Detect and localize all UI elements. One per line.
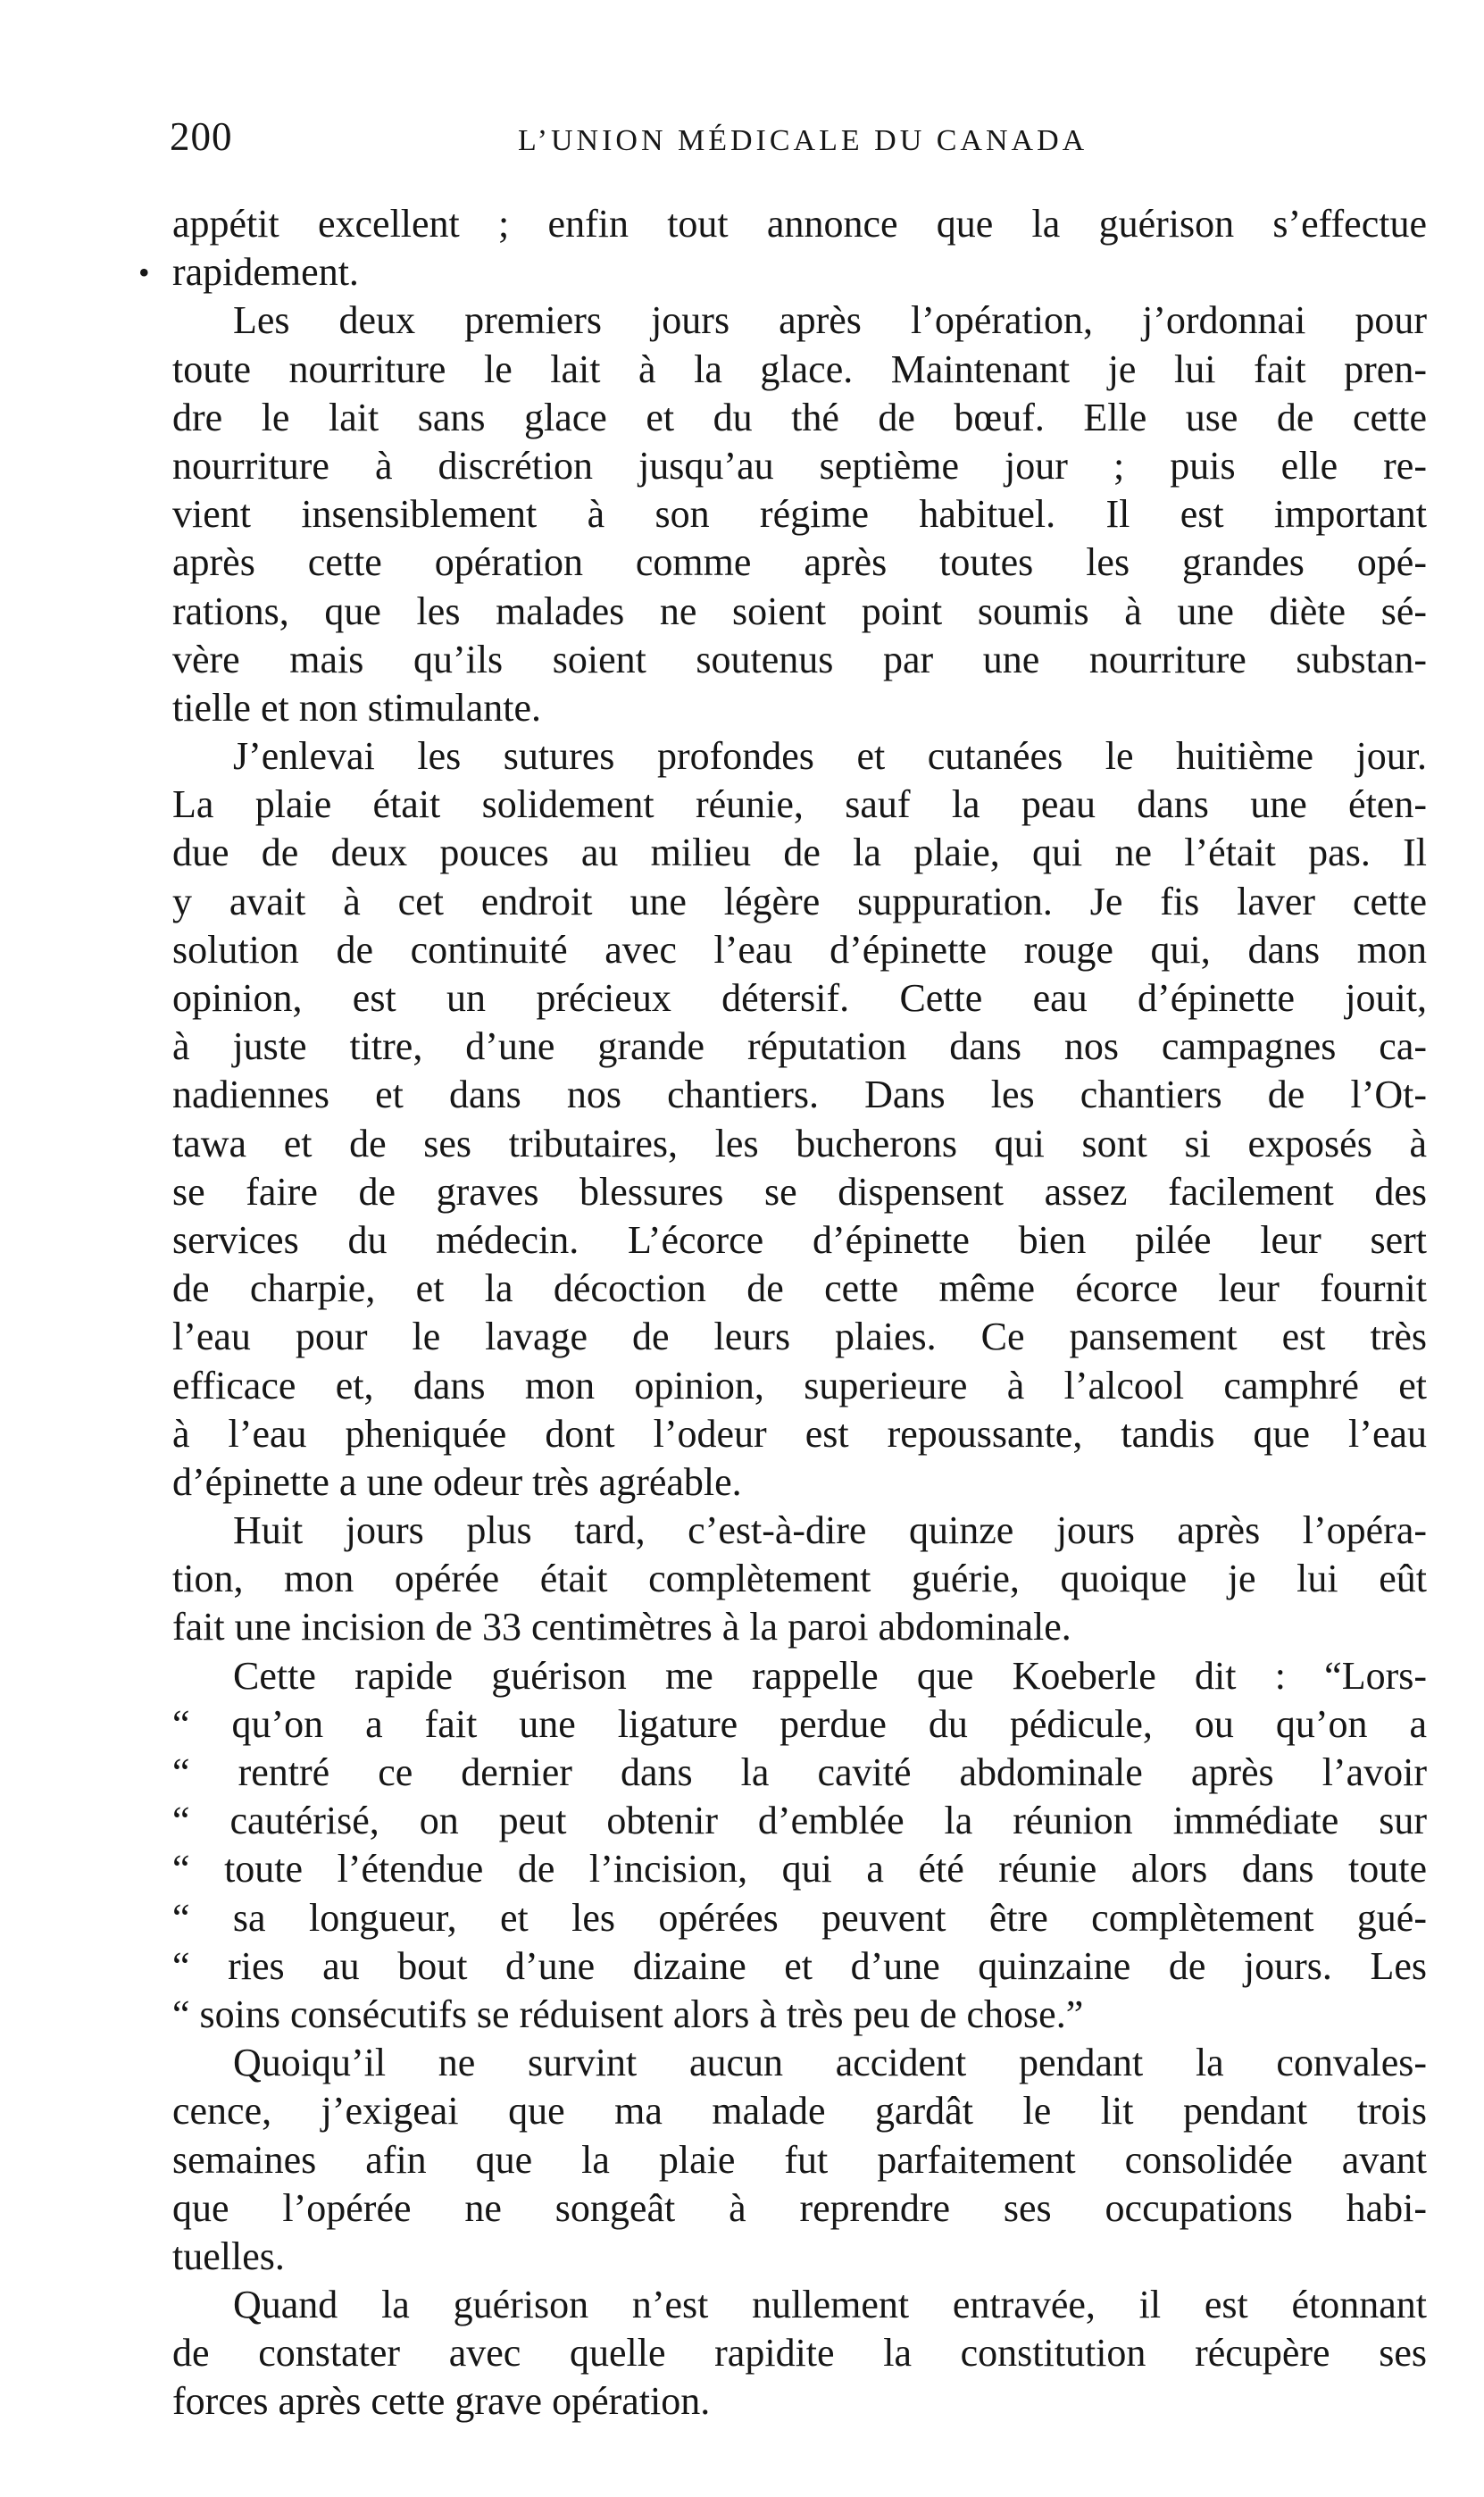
paragraph-first-line: Quand la guérison n’est nullement entravée, il est étonnant <box>233 2283 1427 2327</box>
text-line: solution de continuité avec l’eau d’épinette rouge qui, dans mon <box>172 927 1427 972</box>
text-line: semaines afin que la plaie fut parfaitement consolidée avant <box>172 2137 1427 2182</box>
quote-line: “ ries au bout d’une dizaine et d’une quinzaine de jours. Les <box>172 1943 1427 1988</box>
text-line: tuelles. <box>172 2234 285 2278</box>
text-line: que l’opérée ne songeât à reprendre ses occupations habi- <box>172 2185 1427 2230</box>
text-line: appétit excellent ; enfin tout annonce que la guérison s’effectue <box>172 202 1427 246</box>
paragraph-first-line: Quoiqu’il ne survint aucun accident pendant la convales- <box>233 2041 1427 2085</box>
text-line: y avait à cet endroit une légère suppuration. Je fis laver cette <box>172 879 1427 923</box>
page-header <box>170 114 1438 168</box>
text-line: rations, que les malades ne soient point soumis à une diète sé- <box>172 589 1427 633</box>
text-line: d’épinette a une odeur très agréable. <box>172 1459 742 1504</box>
text-line: à juste titre, d’une grande réputation dans nos campagnes ca- <box>172 1024 1427 1069</box>
text-line: se faire de graves blessures se dispensent assez facilement des <box>172 1169 1427 1214</box>
text-line: La plaie était solidement réunie, sauf la peau dans une éten- <box>172 782 1427 827</box>
text-line-content: rapidement. <box>172 250 359 295</box>
paragraph-first-line: Cette rapide guérison me rappelle que Koeberle dit : “Lors- <box>233 1653 1427 1698</box>
quote-line: “ rentré ce dernier dans la cavité abdominale après l’avoir <box>172 1750 1427 1794</box>
text-line: de charpie, et la décoction de cette même écorce leur fournit <box>172 1266 1427 1311</box>
text-line: nourriture à discrétion jusqu’au septième jour ; puis elle re- <box>172 443 1427 488</box>
text-line <box>138 248 1427 296</box>
text-line: cence, j’exigeai que ma malade gardât le lit pendant trois <box>172 2089 1427 2134</box>
text-line: vient insensiblement à son régime habituel. Il est important <box>172 492 1427 537</box>
text-line: vère mais qu’ils soient soutenus par une nourriture substan- <box>172 637 1427 681</box>
text-line: services du médecin. L’écorce d’épinette bien pilée leur sert <box>172 1217 1427 1262</box>
body-text <box>138 200 1427 2426</box>
quote-line: “ qu’on a fait une ligature perdue du pédicule, ou qu’on a <box>172 1701 1427 1746</box>
text-line: l’eau pour le lavage de leurs plaies. Ce pansement est très <box>172 1315 1427 1359</box>
quote-line: “ cautérisé, on peut obtenir d’emblée la réunion immédiate sur <box>172 1799 1427 1843</box>
text-line: opinion, est un précieux détersif. Cette eau d’épinette jouit, <box>172 976 1427 1020</box>
quote-line: “ toute l’étendue de l’incision, qui a été réunie alors dans toute <box>172 1847 1427 1892</box>
text-line: tion, mon opérée était complètement guérie, quoique je lui eût <box>172 1557 1427 1601</box>
text-line: dre le lait sans glace et du thé de bœuf. Elle use de cette <box>172 395 1427 439</box>
text-line: efficace et, dans mon opinion, superieure à l’alcool camphré et <box>172 1363 1427 1407</box>
text-line: tielle et non stimulante. <box>172 685 542 730</box>
quote-line: “ soins consécutifs se réduisent alors à très peu de chose.” <box>172 1992 1084 2036</box>
text-line: à l’eau pheniquée dont l’odeur est repoussante, tandis que l’eau <box>172 1411 1427 1456</box>
text-line: nadiennes et dans nos chantiers. Dans les chantiers de l’Ot- <box>172 1073 1427 1117</box>
page-number: 200 <box>170 114 233 159</box>
paragraph-first-line: J’enlevai les sutures profondes et cutanées le huitième jour. <box>233 734 1427 779</box>
paragraph-first-line: Huit jours plus tard, c’est-à-dire quinze jours après l’opéra- <box>233 1508 1427 1553</box>
quote-line: “ sa longueur, et les opérées peuvent être complètement gué- <box>172 1895 1427 1940</box>
paragraph-first-line: Les deux premiers jours après l’opération, j’ordonnai pour <box>233 298 1427 343</box>
text-line: fait une incision de 33 centimètres à la paroi abdominale. <box>172 1605 1071 1649</box>
text-line: après cette opération comme après toutes les grandes opé- <box>172 540 1427 585</box>
running-title: L’UNION MÉDICALE DU CANADA <box>518 124 1088 157</box>
text-line: tawa et de ses tributaires, les bucherons qui sont si exposés à <box>172 1121 1427 1165</box>
text-line: forces après cette grave opération. <box>172 2379 711 2424</box>
text-line: due de deux pouces au milieu de la plaie, qui ne l’était pas. Il <box>172 831 1427 875</box>
text-line: de constater avec quelle rapidite la constitution récupère ses <box>172 2331 1427 2376</box>
text-line: toute nourriture le lait à la glace. Maintenant je lui fait pren- <box>172 347 1427 391</box>
margin-mark: • <box>138 255 150 291</box>
